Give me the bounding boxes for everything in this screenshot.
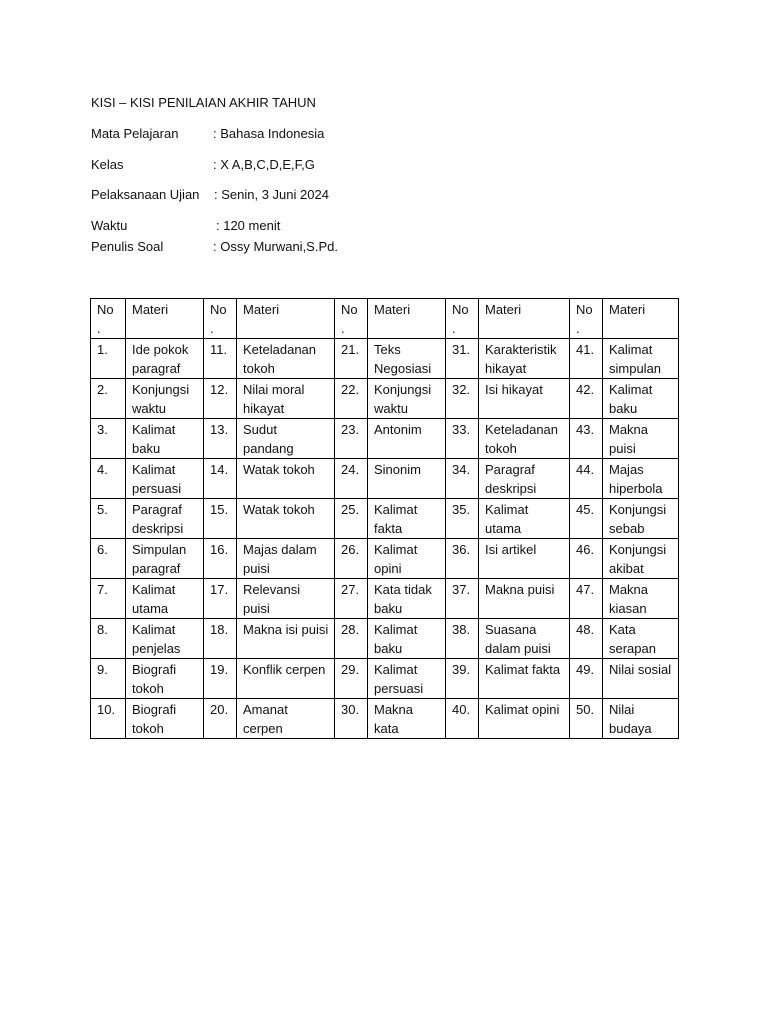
cell-number: 17. bbox=[204, 579, 237, 619]
header-no: No . bbox=[446, 299, 479, 339]
cell-materi: Kalimat utama bbox=[479, 499, 570, 539]
cell-materi: Biografi tokoh bbox=[126, 699, 204, 739]
cell-number: 24. bbox=[335, 459, 368, 499]
cell-number: 39. bbox=[446, 659, 479, 699]
kisi-table bbox=[90, 298, 679, 739]
cell-materi: Kalimat fakta bbox=[368, 499, 446, 539]
cell-number: 32. bbox=[446, 379, 479, 419]
cell-number: 6. bbox=[91, 539, 126, 579]
cell-materi: Makna puisi bbox=[479, 579, 570, 619]
cell-materi: Nilai moral hikayat bbox=[237, 379, 335, 419]
cell-materi: Kalimat persuasi bbox=[368, 659, 446, 699]
cell-number: 5. bbox=[91, 499, 126, 539]
cell-number: 7. bbox=[91, 579, 126, 619]
table-row bbox=[91, 419, 679, 459]
info-value: : Bahasa Indonesia bbox=[213, 126, 325, 141]
cell-materi: Watak tokoh bbox=[237, 499, 335, 539]
info-label: Waktu bbox=[91, 218, 128, 233]
cell-number: 30. bbox=[335, 699, 368, 739]
cell-number: 16. bbox=[204, 539, 237, 579]
cell-number: 26. bbox=[335, 539, 368, 579]
info-value: : X A,B,C,D,E,F,G bbox=[213, 157, 315, 172]
header-materi: Materi bbox=[126, 299, 204, 339]
cell-number: 19. bbox=[204, 659, 237, 699]
cell-materi: Keteladanan tokoh bbox=[479, 419, 570, 459]
table-row bbox=[91, 619, 679, 659]
cell-materi: Makna kiasan bbox=[603, 579, 679, 619]
cell-materi: Sinonim bbox=[368, 459, 446, 499]
table-row bbox=[91, 339, 679, 379]
table-row bbox=[91, 699, 679, 739]
cell-number: 38. bbox=[446, 619, 479, 659]
header-materi: Materi bbox=[368, 299, 446, 339]
cell-number: 33. bbox=[446, 419, 479, 459]
cell-number: 1. bbox=[91, 339, 126, 379]
cell-number: 50. bbox=[570, 699, 603, 739]
cell-materi: Majas hiperbola bbox=[603, 459, 679, 499]
cell-materi: Watak tokoh bbox=[237, 459, 335, 499]
cell-materi: Suasana dalam puisi bbox=[479, 619, 570, 659]
table-row bbox=[91, 459, 679, 499]
info-label: Mata Pelajaran bbox=[91, 126, 179, 141]
cell-number: 27. bbox=[335, 579, 368, 619]
cell-materi: Isi hikayat bbox=[479, 379, 570, 419]
cell-materi: Keteladanan tokoh bbox=[237, 339, 335, 379]
cell-materi: Konflik cerpen bbox=[237, 659, 335, 699]
info-label: Penulis Soal bbox=[91, 239, 164, 254]
cell-number: 2. bbox=[91, 379, 126, 419]
header-no: No . bbox=[204, 299, 237, 339]
cell-materi: Simpulan paragraf bbox=[126, 539, 204, 579]
cell-materi: Makna puisi bbox=[603, 419, 679, 459]
header-no: No . bbox=[91, 299, 126, 339]
cell-number: 47. bbox=[570, 579, 603, 619]
cell-materi: Paragraf deskripsi bbox=[126, 499, 204, 539]
header-no: No . bbox=[570, 299, 603, 339]
cell-materi: Kalimat penjelas bbox=[126, 619, 204, 659]
cell-number: 13. bbox=[204, 419, 237, 459]
cell-number: 23. bbox=[335, 419, 368, 459]
cell-number: 46. bbox=[570, 539, 603, 579]
table-row bbox=[91, 539, 679, 579]
cell-number: 34. bbox=[446, 459, 479, 499]
cell-materi: Kalimat opini bbox=[368, 539, 446, 579]
cell-number: 14. bbox=[204, 459, 237, 499]
cell-materi: Karakteristik hikayat bbox=[479, 339, 570, 379]
cell-number: 9. bbox=[91, 659, 126, 699]
cell-number: 15. bbox=[204, 499, 237, 539]
cell-number: 40. bbox=[446, 699, 479, 739]
table-row bbox=[91, 659, 679, 699]
cell-number: 10. bbox=[91, 699, 126, 739]
table-row bbox=[91, 379, 679, 419]
cell-materi: Kalimat baku bbox=[603, 379, 679, 419]
cell-number: 25. bbox=[335, 499, 368, 539]
cell-materi: Amanat cerpen bbox=[237, 699, 335, 739]
cell-number: 22. bbox=[335, 379, 368, 419]
cell-materi: Konjungsi akibat bbox=[603, 539, 679, 579]
cell-materi: Makna isi puisi bbox=[237, 619, 335, 659]
cell-number: 4. bbox=[91, 459, 126, 499]
cell-materi: Kata serapan bbox=[603, 619, 679, 659]
cell-materi: Ide pokok paragraf bbox=[126, 339, 204, 379]
cell-materi: Kalimat persuasi bbox=[126, 459, 204, 499]
info-value: : Ossy Murwani,S.Pd. bbox=[213, 239, 338, 254]
table-row bbox=[91, 579, 679, 619]
table-row bbox=[91, 499, 679, 539]
cell-number: 43. bbox=[570, 419, 603, 459]
header-no: No . bbox=[335, 299, 368, 339]
cell-materi: Konjungsi waktu bbox=[126, 379, 204, 419]
cell-materi: Nilai budaya bbox=[603, 699, 679, 739]
cell-materi: Konjungsi waktu bbox=[368, 379, 446, 419]
info-label: Kelas bbox=[91, 157, 124, 172]
info-value: : Senin, 3 Juni 2024 bbox=[214, 187, 329, 202]
cell-number: 42. bbox=[570, 379, 603, 419]
info-label: Pelaksanaan Ujian bbox=[91, 187, 200, 202]
cell-materi: Isi artikel bbox=[479, 539, 570, 579]
cell-number: 29. bbox=[335, 659, 368, 699]
cell-number: 41. bbox=[570, 339, 603, 379]
cell-number: 12. bbox=[204, 379, 237, 419]
table-header-row bbox=[91, 299, 679, 339]
cell-materi: Kata tidak baku bbox=[368, 579, 446, 619]
cell-materi: Kalimat simpulan bbox=[603, 339, 679, 379]
header-materi: Materi bbox=[479, 299, 570, 339]
cell-number: 11. bbox=[204, 339, 237, 379]
cell-number: 20. bbox=[204, 699, 237, 739]
cell-number: 18. bbox=[204, 619, 237, 659]
cell-number: 21. bbox=[335, 339, 368, 379]
cell-number: 8. bbox=[91, 619, 126, 659]
cell-number: 31. bbox=[446, 339, 479, 379]
header-materi: Materi bbox=[603, 299, 679, 339]
cell-number: 28. bbox=[335, 619, 368, 659]
cell-materi: Nilai sosial bbox=[603, 659, 679, 699]
info-value: : 120 menit bbox=[216, 218, 281, 233]
document-title: KISI – KISI PENILAIAN AKHIR TAHUN bbox=[91, 95, 316, 110]
cell-materi: Teks Negosiasi bbox=[368, 339, 446, 379]
cell-number: 3. bbox=[91, 419, 126, 459]
cell-number: 48. bbox=[570, 619, 603, 659]
cell-number: 45. bbox=[570, 499, 603, 539]
cell-number: 35. bbox=[446, 499, 479, 539]
cell-materi: Biografi tokoh bbox=[126, 659, 204, 699]
cell-number: 37. bbox=[446, 579, 479, 619]
cell-materi: Makna kata bbox=[368, 699, 446, 739]
cell-materi: Sudut pandang bbox=[237, 419, 335, 459]
header-materi: Materi bbox=[237, 299, 335, 339]
cell-number: 44. bbox=[570, 459, 603, 499]
cell-number: 36. bbox=[446, 539, 479, 579]
cell-materi: Konjungsi sebab bbox=[603, 499, 679, 539]
cell-materi: Paragraf deskripsi bbox=[479, 459, 570, 499]
cell-materi: Kalimat fakta bbox=[479, 659, 570, 699]
cell-materi: Kalimat baku bbox=[368, 619, 446, 659]
cell-materi: Kalimat utama bbox=[126, 579, 204, 619]
cell-materi: Kalimat opini bbox=[479, 699, 570, 739]
cell-materi: Majas dalam puisi bbox=[237, 539, 335, 579]
cell-number: 49. bbox=[570, 659, 603, 699]
cell-materi: Antonim bbox=[368, 419, 446, 459]
cell-materi: Relevansi puisi bbox=[237, 579, 335, 619]
cell-materi: Kalimat baku bbox=[126, 419, 204, 459]
